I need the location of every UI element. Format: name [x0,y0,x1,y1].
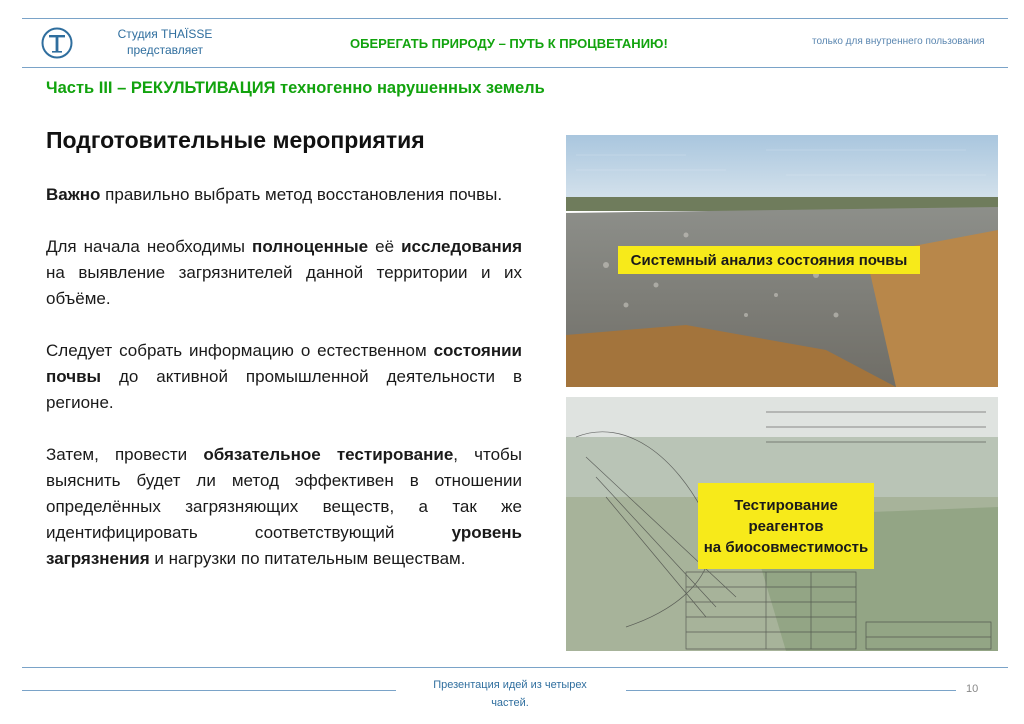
text-span: её [368,237,402,256]
studio-label [110,26,220,58]
thaisse-logo-icon [41,27,73,59]
paragraph-4 [46,442,522,572]
footer-divider-right [626,690,956,691]
footer-divider-top [22,667,1008,668]
text-span: правильно выбрать метод восстановления почвы. [100,185,503,204]
photo1-caption: Системный анализ состояния почвы [618,246,920,274]
bold-phrase: полноценные [252,237,369,256]
internal-use-note: только для внутреннего пользования [812,36,985,47]
paragraph-2 [46,234,522,312]
studio-presents: представляет [127,43,203,57]
photo2-caption-line3: на биосовместимость [703,538,869,556]
footer-text [410,676,610,712]
paragraph-1 [46,182,522,208]
text-span: Следует собрать информацию о естественном [46,341,434,360]
footer-line-1: Презентация идей из четырех [433,679,587,691]
text-span: Затем, провести [46,445,204,464]
bold-phrase: состоянии почвы [46,341,522,386]
photo2-caption [698,483,874,569]
bold-phrase: исследования [401,237,522,256]
text-span: до активной промышленной деятельности в регионе. [46,367,522,412]
text-span: , чтобы выяснить будет ли метод эффективен в отношении определённых загрязняющих веществ, а так же идентифицировать соответствующий [46,445,523,542]
text-span: на выявление загрязнителей данной территории и их объёме. [46,263,522,308]
photo2-caption-line1: Тестирование [734,496,838,514]
bold-phrase: обязательное тестирование [203,445,454,464]
text-span: и нагрузки по питательным веществам. [149,549,466,568]
bold-phrase: уровень загрязнения [46,523,522,568]
part-title: Часть III – РЕКУЛЬТИВАЦИЯ техногенно нарушенных земель [46,79,545,97]
paragraph-3 [46,338,522,416]
slogan: ОБЕРЕГАТЬ ПРИРОДУ – ПУТЬ К ПРОЦВЕТАНИЮ! [350,36,668,51]
footer-divider-left [22,690,396,691]
page-title: Подготовительные мероприятия [46,127,425,153]
footer-line-2: частей. [491,697,529,709]
text-span: Для начала необходимы [46,237,253,256]
photo2-caption-line2: реагентов [748,517,824,535]
studio-name: Студия THAÏSSE [117,27,213,41]
page-number: 10 [966,683,979,695]
bold-phrase: Важно [46,185,101,204]
body-text [46,182,522,598]
